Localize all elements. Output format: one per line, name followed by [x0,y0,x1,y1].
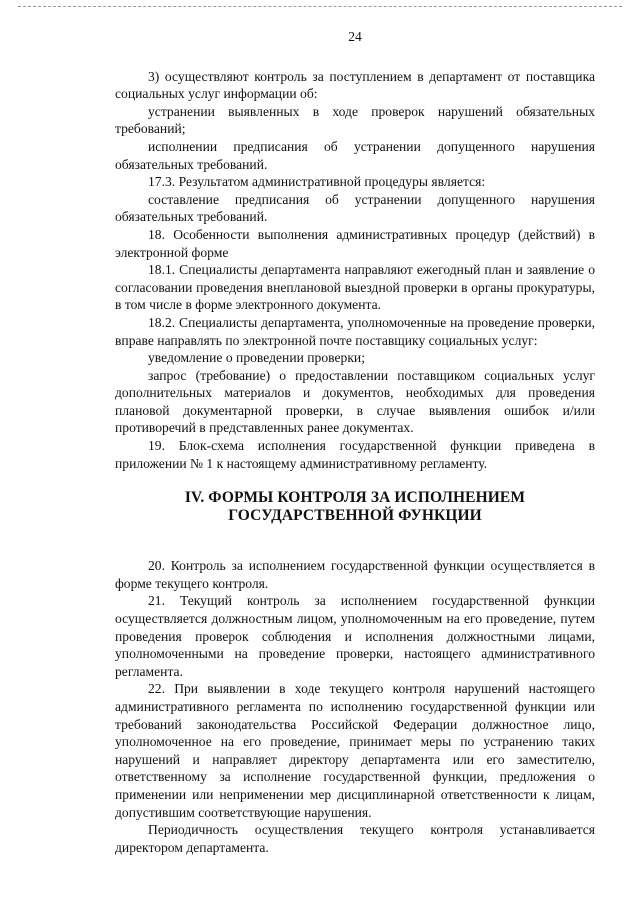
scan-top-border [18,6,622,7]
paragraph: 18. Особенности выполнения административных процедур (действий) в электронной форме [115,226,595,260]
paragraph: 22. При выявлении в ходе текущего контроля нарушений настоящего административного регламента по исполнению государственной функции или требований законодательства Российской Федерации должностное лицо, уполномоченное на его проведение, принимает меры по устранению таких нарушений и направляет директору департамента или его заместителю, ответственному за исполнение государственной функции, предложения о применении или неприменении мер дисциплинарной ответственности к лицам, допустившим соответствующие нарушения. [115,681,595,820]
paragraph: исполнении предписания об устранении допущенного нарушения обязательных требований. [115,138,595,172]
paragraph: устранении выявленных в ходе проверок нарушений обязательных требований; [115,103,595,137]
paragraph: 18.1. Специалисты департамента направляют ежегодный план и заявление о согласовании проведения внеплановой выездной проверки в органы прокуратуры, в том числе в форме электронного документа. [115,262,595,313]
section-heading [115,489,595,525]
section-heading-line1: IV. ФОРМЫ КОНТРОЛЯ ЗА ИСПОЛНЕНИЕМ [184,489,526,507]
document-page [115,28,595,856]
paragraph: 19. Блок-схема исполнения государственной функции приведена в приложении № 1 к настоящему административному регламенту. [115,438,595,471]
paragraph: 17.3. Результатом административной процедуры является: [148,174,486,190]
paragraph: Периодичность осуществления текущего контроля устанавливается директором департамента. [115,822,595,855]
paragraph: составление предписания об устранении допущенного нарушения обязательных требований. [115,191,595,225]
paragraph: 21. Текущий контроль за исполнением государственной функции осуществляется должностным лицом, уполномоченным на его проведение, путем проведения проверок соблюдения и исполнения должностными лицами, уполномоченными на проведение проверки, настоящего административного регламента. [115,593,595,679]
paragraph: 3) осуществляют контроль за поступлением в департамент от поставщика социальных услуг информации об: [115,68,595,102]
paragraph: запрос (требование) о предоставлении поставщиком социальных услуг дополнительных материалов и документов, необходимых для проведения плановой документарной проверки, в случае выявления ошибок и/или противоречий в представленных ранее документах. [115,367,595,436]
paragraph: 18.2. Специалисты департамента, уполномоченные на проведение проверки, вправе направлять по электронной почте поставщику социальных услуг: [115,314,595,348]
section-heading-line2: ГОСУДАРСТВЕННОЙ ФУНКЦИИ [228,507,482,525]
paragraph: 20. Контроль за исполнением государственной функции осуществляется в форме текущего контроля. [115,558,595,591]
page-number: 24 [348,29,362,44]
paragraph: уведомление о проведении проверки; [148,350,365,366]
